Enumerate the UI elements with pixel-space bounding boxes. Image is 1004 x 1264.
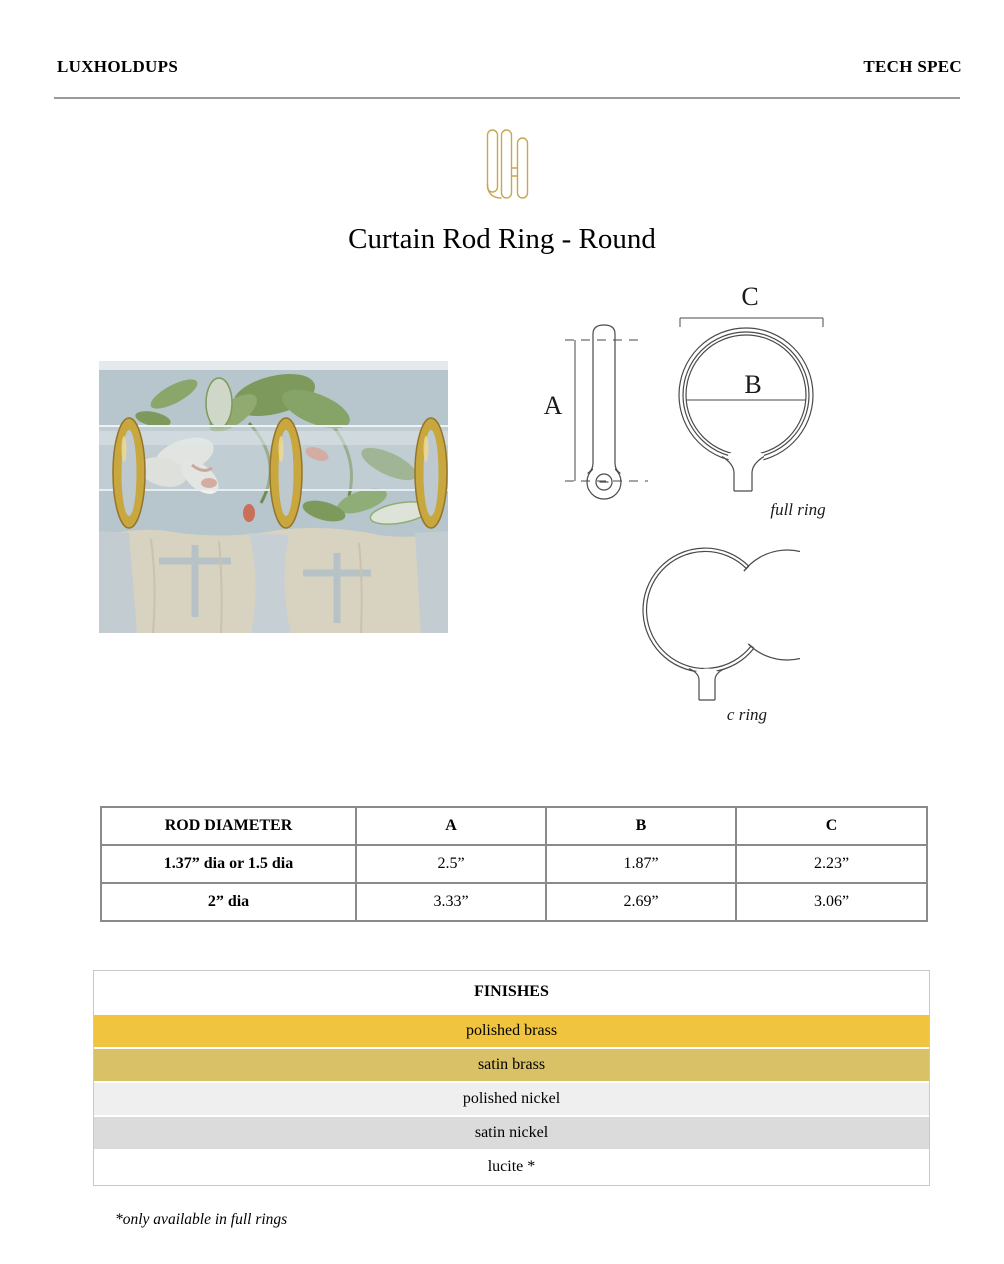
finish-row-polished-nickel: polished nickel [94, 1083, 929, 1117]
finish-row-lucite: lucite * [94, 1151, 929, 1185]
col-header-a: A [356, 807, 546, 845]
dimension-a-label: A [543, 391, 563, 420]
dim-c-cell: 3.06” [736, 883, 927, 921]
dimension-b-label: B [744, 370, 762, 399]
product-photo [99, 361, 448, 633]
dim-b-cell: 2.69” [546, 883, 736, 921]
dim-a-cell: 2.5” [356, 845, 546, 883]
dimension-c-label: C [741, 285, 759, 311]
curtain-fabric [99, 528, 448, 633]
table-row [101, 845, 927, 883]
doc-type-label: TECH SPEC [863, 57, 962, 76]
dim-a-cell: 3.33” [356, 883, 546, 921]
col-header-rod-diameter: ROD DIAMETER [101, 807, 356, 845]
brand-name: LUXHOLDUPS [57, 57, 179, 76]
finish-row-polished-brass: polished brass [94, 1015, 929, 1049]
rod-diameter-cell: 2” dia [101, 883, 356, 921]
dim-b-cell: 1.87” [546, 845, 736, 883]
side-view-drawing [540, 313, 655, 523]
full-ring-caption: full ring [770, 500, 826, 519]
full-ring-drawing [658, 285, 843, 535]
dimension-table [100, 806, 928, 922]
finish-row-satin-nickel: satin nickel [94, 1117, 929, 1151]
col-header-c: C [736, 807, 927, 845]
dimension-table-header-row [101, 807, 927, 845]
page-title: Curtain Rod Ring - Round [348, 223, 656, 255]
brand-logo-icon [486, 126, 542, 204]
dim-c-cell: 2.23” [736, 845, 927, 883]
finishes-title: FINISHES [94, 971, 929, 1015]
c-ring-caption: c ring [726, 705, 768, 724]
finish-row-satin-brass: satin brass [94, 1049, 929, 1083]
table-row [101, 883, 927, 921]
rod-diameter-cell: 1.37” dia or 1.5 dia [101, 845, 356, 883]
c-ring-drawing [635, 528, 800, 738]
header-divider [54, 97, 960, 99]
finishes-table [93, 970, 930, 1186]
col-header-b: B [546, 807, 736, 845]
footnote: *only available in full rings [115, 1211, 288, 1228]
